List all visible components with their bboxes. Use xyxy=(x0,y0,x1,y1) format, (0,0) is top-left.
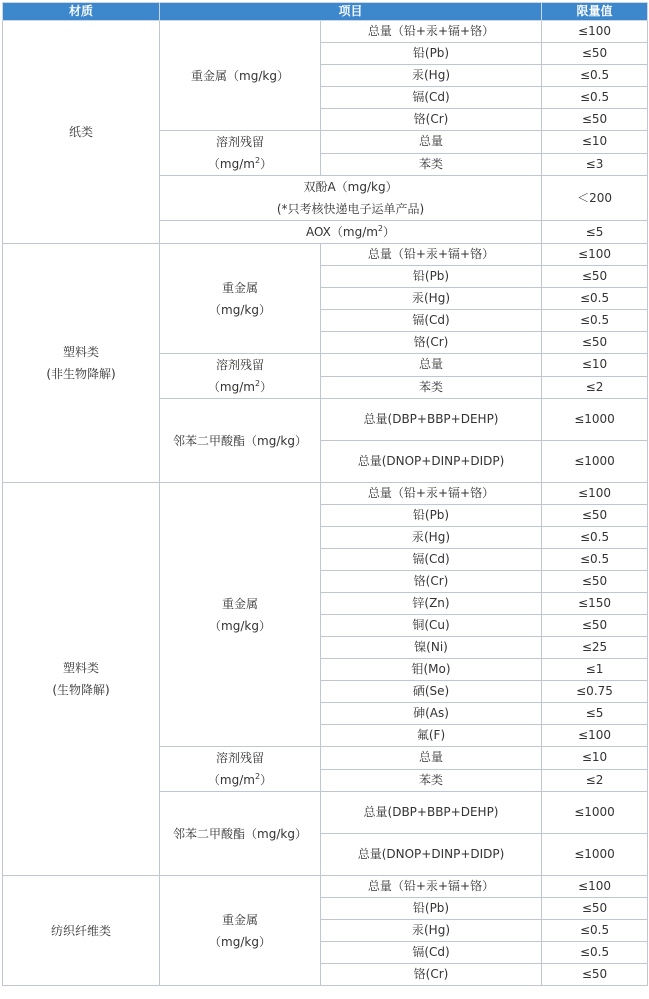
limit-cell: ≤50 xyxy=(542,43,648,65)
table-row xyxy=(3,876,648,898)
item-cell: 铬(Cr) xyxy=(321,571,542,593)
category-cell xyxy=(160,747,321,792)
category-cell-unit: （mg/m xyxy=(207,380,255,394)
limit-cell: ≤50 xyxy=(542,266,648,288)
material-cell-line: 纸类 xyxy=(68,125,93,139)
category-cell-exponent: 2 xyxy=(254,156,261,165)
item-cell: 铬(Cr) xyxy=(321,332,542,354)
category-cell xyxy=(160,399,321,483)
item-cell: 苯类 xyxy=(321,153,542,176)
merged-item-cell-line: (*只考核快递电子运单产品) xyxy=(276,202,425,216)
category-cell-line: 重金属 xyxy=(221,912,258,927)
item-cell: 铅(Pb) xyxy=(321,505,542,527)
limit-cell: ≤1000 xyxy=(542,399,648,441)
category-cell-unit-line xyxy=(164,153,316,175)
limit-cell: ≤50 xyxy=(542,571,648,593)
material-cell-line: (生物降解) xyxy=(52,683,110,697)
limit-cell: ≤50 xyxy=(542,109,648,131)
item-cell: 总量（铅+汞+镉+铬） xyxy=(321,21,542,43)
item-cell: 铬(Cr) xyxy=(321,964,542,986)
category-cell xyxy=(160,21,321,131)
item-cell: 汞(Hg) xyxy=(321,527,542,549)
limit-cell: ≤50 xyxy=(542,505,648,527)
item-cell: 钼(Mo) xyxy=(321,659,542,681)
limit-cell: ≤0.5 xyxy=(542,87,648,109)
limit-cell: ≤100 xyxy=(542,244,648,266)
category-cell-line: （mg/kg） xyxy=(209,934,271,949)
merged-item-cell-exponent: 2 xyxy=(377,224,384,233)
limit-cell: ≤0.5 xyxy=(542,942,648,964)
item-cell: 总量（铅+汞+镉+铬） xyxy=(321,876,542,898)
limit-cell: ≤1000 xyxy=(542,441,648,483)
item-cell: 砷(As) xyxy=(321,703,542,725)
header-limit: 限量值 xyxy=(542,3,648,21)
merged-item-cell-unit-close: ） xyxy=(383,225,396,239)
item-cell: 镉(Cd) xyxy=(321,87,542,109)
category-cell-unit-close: ） xyxy=(260,380,273,394)
item-cell: 镉(Cd) xyxy=(321,549,542,571)
item-cell: 汞(Hg) xyxy=(321,288,542,310)
limit-cell: ≤3 xyxy=(542,153,648,176)
category-cell xyxy=(160,876,321,986)
item-cell: 镉(Cd) xyxy=(321,310,542,332)
category-cell-unit-line xyxy=(164,376,316,398)
category-cell-exponent: 2 xyxy=(254,379,261,388)
item-cell: 苯类 xyxy=(321,376,542,399)
item-cell: 总量(DBP+BBP+DEHP) xyxy=(321,399,542,441)
limit-cell: ≤1000 xyxy=(542,792,648,834)
category-cell xyxy=(160,354,321,399)
item-cell: 总量(DNOP+DINP+DIDP) xyxy=(321,834,542,876)
limit-cell: ≤100 xyxy=(542,21,648,43)
item-cell: 铅(Pb) xyxy=(321,266,542,288)
material-cell-line: 塑料类 xyxy=(62,345,99,359)
category-cell-line: 溶剂残留 xyxy=(215,135,264,149)
category-cell-unit: （mg/m xyxy=(207,157,255,171)
limit-cell: ≤5 xyxy=(542,703,648,725)
category-cell-line: 邻苯二甲酸酯（mg/kg） xyxy=(173,433,307,448)
category-cell-unit-close: ） xyxy=(260,157,273,171)
limit-cell: ≤10 xyxy=(542,747,648,770)
table-row xyxy=(3,483,648,505)
item-cell: 铬(Cr) xyxy=(321,109,542,131)
limit-cell: ≤0.5 xyxy=(542,288,648,310)
limit-cell: ＜200 xyxy=(542,176,648,221)
item-cell: 硒(Se) xyxy=(321,681,542,703)
merged-item-cell-unit-line xyxy=(164,221,537,243)
item-cell: 镍(Ni) xyxy=(321,637,542,659)
item-cell: 总量 xyxy=(321,354,542,377)
limit-cell: ≤0.5 xyxy=(542,527,648,549)
category-cell-line: 邻苯二甲酸酯（mg/kg） xyxy=(173,826,307,841)
category-cell xyxy=(160,131,321,176)
category-cell-exponent: 2 xyxy=(254,772,261,781)
limit-cell: ≤100 xyxy=(542,876,648,898)
item-cell: 铅(Pb) xyxy=(321,898,542,920)
category-cell-line: 重金属（mg/kg） xyxy=(191,68,289,83)
limit-cell: ≤100 xyxy=(542,483,648,505)
header-material: 材质 xyxy=(3,3,160,21)
item-cell: 总量(DBP+BBP+DEHP) xyxy=(321,792,542,834)
limit-cell: ≤1000 xyxy=(542,834,648,876)
limit-cell: ≤150 xyxy=(542,593,648,615)
material-cell xyxy=(3,21,160,244)
limit-cell: ≤2 xyxy=(542,376,648,399)
category-cell-line: 溶剂残留 xyxy=(215,358,264,372)
category-cell-line: 溶剂残留 xyxy=(215,751,264,765)
item-cell: 氟(F) xyxy=(321,725,542,747)
material-cell-line: 塑料类 xyxy=(62,661,99,675)
item-cell: 汞(Hg) xyxy=(321,920,542,942)
category-cell-unit-close: ） xyxy=(260,773,273,787)
item-cell: 总量 xyxy=(321,131,542,154)
header-item: 项目 xyxy=(160,3,542,21)
material-cell xyxy=(3,483,160,876)
item-cell: 铅(Pb) xyxy=(321,43,542,65)
material-cell-line: 纺织纤维类 xyxy=(50,923,111,938)
item-cell: 总量（铅+汞+镉+铬） xyxy=(321,483,542,505)
limit-cell: ≤100 xyxy=(542,725,648,747)
category-cell xyxy=(160,483,321,747)
category-cell xyxy=(160,792,321,876)
category-cell-line: 重金属 xyxy=(221,596,258,611)
limits-table xyxy=(2,2,648,986)
limit-cell: ≤25 xyxy=(542,637,648,659)
merged-item-cell xyxy=(160,176,542,221)
item-cell: 总量(DNOP+DINP+DIDP) xyxy=(321,441,542,483)
merged-item-cell xyxy=(160,221,542,244)
item-cell: 镉(Cd) xyxy=(321,942,542,964)
category-cell-unit-line xyxy=(164,769,316,791)
table-row xyxy=(3,21,648,43)
header-row xyxy=(3,3,648,21)
limit-cell: ≤10 xyxy=(542,354,648,377)
limit-cell: ≤1 xyxy=(542,659,648,681)
category-cell-line: （mg/kg） xyxy=(209,302,271,317)
limit-cell: ≤50 xyxy=(542,898,648,920)
limit-cell: ≤5 xyxy=(542,221,648,244)
category-cell-unit: （mg/m xyxy=(207,773,255,787)
table-body xyxy=(3,21,648,986)
category-cell-line: 重金属 xyxy=(221,280,258,295)
category-cell-line: （mg/kg） xyxy=(209,618,271,633)
merged-item-cell-line: 双酚A（mg/kg） xyxy=(303,180,398,194)
item-cell: 苯类 xyxy=(321,769,542,792)
limit-cell: ≤0.75 xyxy=(542,681,648,703)
item-cell: 总量（铅+汞+镉+铬） xyxy=(321,244,542,266)
material-cell xyxy=(3,244,160,483)
item-cell: 铜(Cu) xyxy=(321,615,542,637)
limit-cell: ≤50 xyxy=(542,615,648,637)
limit-cell: ≤0.5 xyxy=(542,920,648,942)
table-row xyxy=(3,244,648,266)
item-cell: 总量 xyxy=(321,747,542,770)
limit-cell: ≤50 xyxy=(542,964,648,986)
item-cell: 汞(Hg) xyxy=(321,65,542,87)
limit-cell: ≤50 xyxy=(542,332,648,354)
item-cell: 锌(Zn) xyxy=(321,593,542,615)
limit-cell: ≤0.5 xyxy=(542,65,648,87)
limit-cell: ≤10 xyxy=(542,131,648,154)
limit-cell: ≤0.5 xyxy=(542,549,648,571)
merged-item-cell-unit: AOX（mg/m xyxy=(305,225,378,239)
limit-cell: ≤0.5 xyxy=(542,310,648,332)
category-cell xyxy=(160,244,321,354)
material-cell-line: (非生物降解) xyxy=(46,367,116,381)
limit-cell: ≤2 xyxy=(542,769,648,792)
material-cell xyxy=(3,876,160,986)
